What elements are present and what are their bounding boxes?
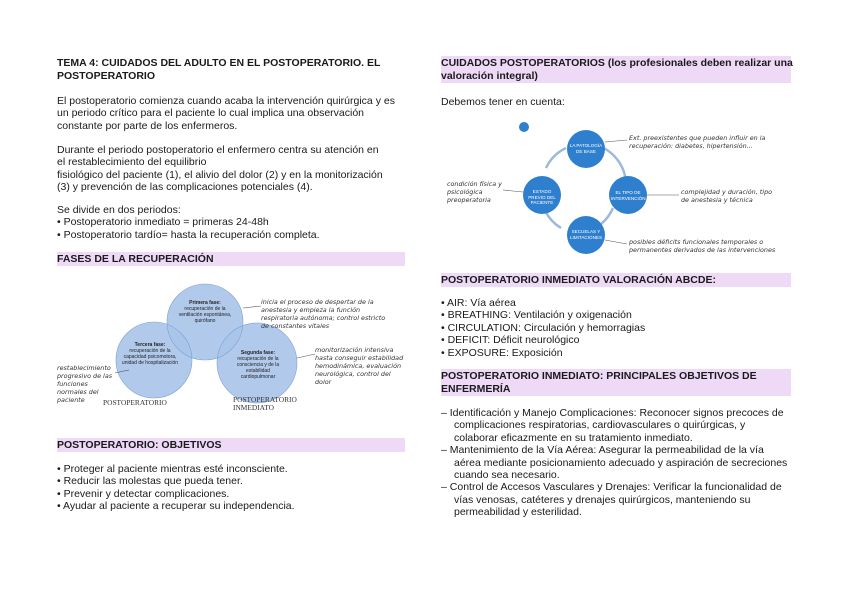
phase2-text: Segunda fase: recuperación de la consciencia y de la estabilidad cardiopulmonar	[236, 350, 280, 380]
arrow-note-top	[243, 306, 261, 308]
cycle-label-bottom: SECUELAS Y LIMITACIONES	[569, 229, 603, 240]
fases-diagram	[57, 278, 407, 428]
handwritten-cycle-right: complejidad y duración, tipo de anestesia y técnica	[681, 188, 773, 204]
cycle-label-right: EL TIPO DE INTERVENCIÓN	[611, 190, 646, 201]
label-postoperatorio-inmediato: POSTOPERATORIO INMEDIATO	[233, 395, 297, 412]
left-intro-paragraph: El postoperatorio comienza cuando acaba la intervención quirúrgica y es un periodo crítico para el paciente lo cual implica una observación constante por parte de los enfermeros.	[57, 95, 395, 132]
handwritten-cycle-bottom: posibles déficits funcionales temporales o permanentes derivados de las intervenciones	[629, 238, 776, 254]
periods-block	[57, 204, 409, 241]
objetivos-list	[57, 463, 409, 513]
handwritten-cycle-left: condición física y psicológica preoperatoria	[447, 180, 502, 204]
phase1-text: Primera fase: recuperación de la ventilación espontánea, quirófano	[178, 300, 232, 324]
cycle-label-top: LA PATOLOGÍA DE BASE	[569, 143, 603, 154]
abcde-item: • DEFICIT: Déficit neurológico	[441, 334, 793, 346]
handwritten-note-left: restablecimiento progresivo de las funciones normales del paciente	[57, 364, 113, 404]
abcde-list	[441, 297, 793, 359]
period-item: • Postoperatorio inmediato = primeras 24-48h	[57, 216, 409, 228]
periods-intro: Se divide en dos periodos:	[57, 204, 181, 216]
enfermeria-objective-item: – Identificación y Manejo Complicaciones: Reconocer signos precoces de complicaciones respiratorias, cardiovasculares o quirúrgicas, y colaborar eficazmente en su tratamiento inmediato.	[441, 407, 791, 444]
enfermeria-objectives-list	[441, 407, 791, 519]
phase3-text: Tercera fase: recuperación de la capacidad psicomotora, unidad de hospitalización	[121, 342, 179, 366]
abcde-heading: POSTOPERATORIO INMEDIATO VALORACIÓN ABCDE:	[441, 274, 716, 286]
cycle-label-left: ESTADO PREVIO DEL PACIENTE	[528, 189, 556, 205]
abcde-item: • BREATHING: Ventilación y oxigenación	[441, 309, 793, 321]
attention-line: el restablecimiento del equilibrio	[57, 156, 207, 169]
handwritten-cycle-top: Ext. preexistentes que pueden influir en la recuperación: diabetes, hipertensión...	[629, 134, 766, 150]
handwritten-note-right: monitorización intensiva hasta conseguir estabilidad hemodinámica, evaluación neurológica, control del dolor	[315, 346, 404, 386]
label-postoperatorio: POSTOPERATORIO	[103, 398, 167, 407]
abcde-item: • AIR: Vía aérea	[441, 297, 793, 309]
fases-heading: FASES DE LA RECUPERACIÓN	[57, 253, 214, 265]
handwritten-note-top: inicia el proceso de despertar de la anestesia y empieza la función respiratoria autónoma; control estricto de constantes vitales	[261, 298, 386, 330]
attention-line: Durante el periodo postoperatorio el enfermero centra su atención en	[57, 144, 379, 156]
left-attention-paragraph	[57, 144, 409, 194]
cuidados-title: CUIDADOS POSTOPERATORIOS (los profesionales deben realizar una valoración integral)	[441, 57, 793, 82]
left-page-title: TEMA 4: CUIDADOS DEL ADULTO EN EL POSTOPERATORIO. EL POSTOPERATORIO	[57, 57, 381, 82]
period-item: • Postoperatorio tardío= hasta la recuperación completa.	[57, 229, 409, 241]
attention-line: fisiológico del paciente (1), el alivio del dolor (2) y en la monitorización	[57, 168, 383, 181]
objective-item: • Proteger al paciente mientras esté inconsciente.	[57, 463, 409, 475]
objective-item: • Ayudar al paciente a recuperar su independencia.	[57, 500, 409, 512]
enfermeria-heading: POSTOPERATORIO INMEDIATO: PRINCIPALES OBJETIVOS DE ENFERMERÍA	[441, 370, 757, 395]
blue-dot-marker	[519, 122, 529, 132]
cycle-diagram	[441, 118, 793, 266]
cuidados-intro: Debemos tener en cuenta:	[441, 96, 565, 108]
objective-item: • Prevenir y detectar complicaciones.	[57, 488, 409, 500]
objective-item: • Reducir las molestas que pueda tener.	[57, 475, 409, 487]
attention-line: (3) y prevención de las complicaciones potenciales (4).	[57, 181, 313, 194]
abcde-item: • CIRCULATION: Circulación y hemorragias	[441, 322, 793, 334]
enfermeria-objective-item: – Mantenimiento de la Vía Aérea: Asegurar la permeabilidad de la vía aérea mediante posicionamiento adecuado y aspiración de secreciones cuando sea necesario.	[441, 444, 791, 481]
objetivos-heading: POSTOPERATORIO: OBJETIVOS	[57, 439, 222, 451]
arrow-note-right	[297, 354, 315, 358]
abcde-item: • EXPOSURE: Exposición	[441, 347, 793, 359]
enfermeria-objective-item: – Control de Accesos Vasculares y Drenajes: Verificar la funcionalidad de vías venosas, catéteres y drenajes quirúrgicos, manteniendo su permeabilidad y esterilidad.	[441, 481, 791, 518]
